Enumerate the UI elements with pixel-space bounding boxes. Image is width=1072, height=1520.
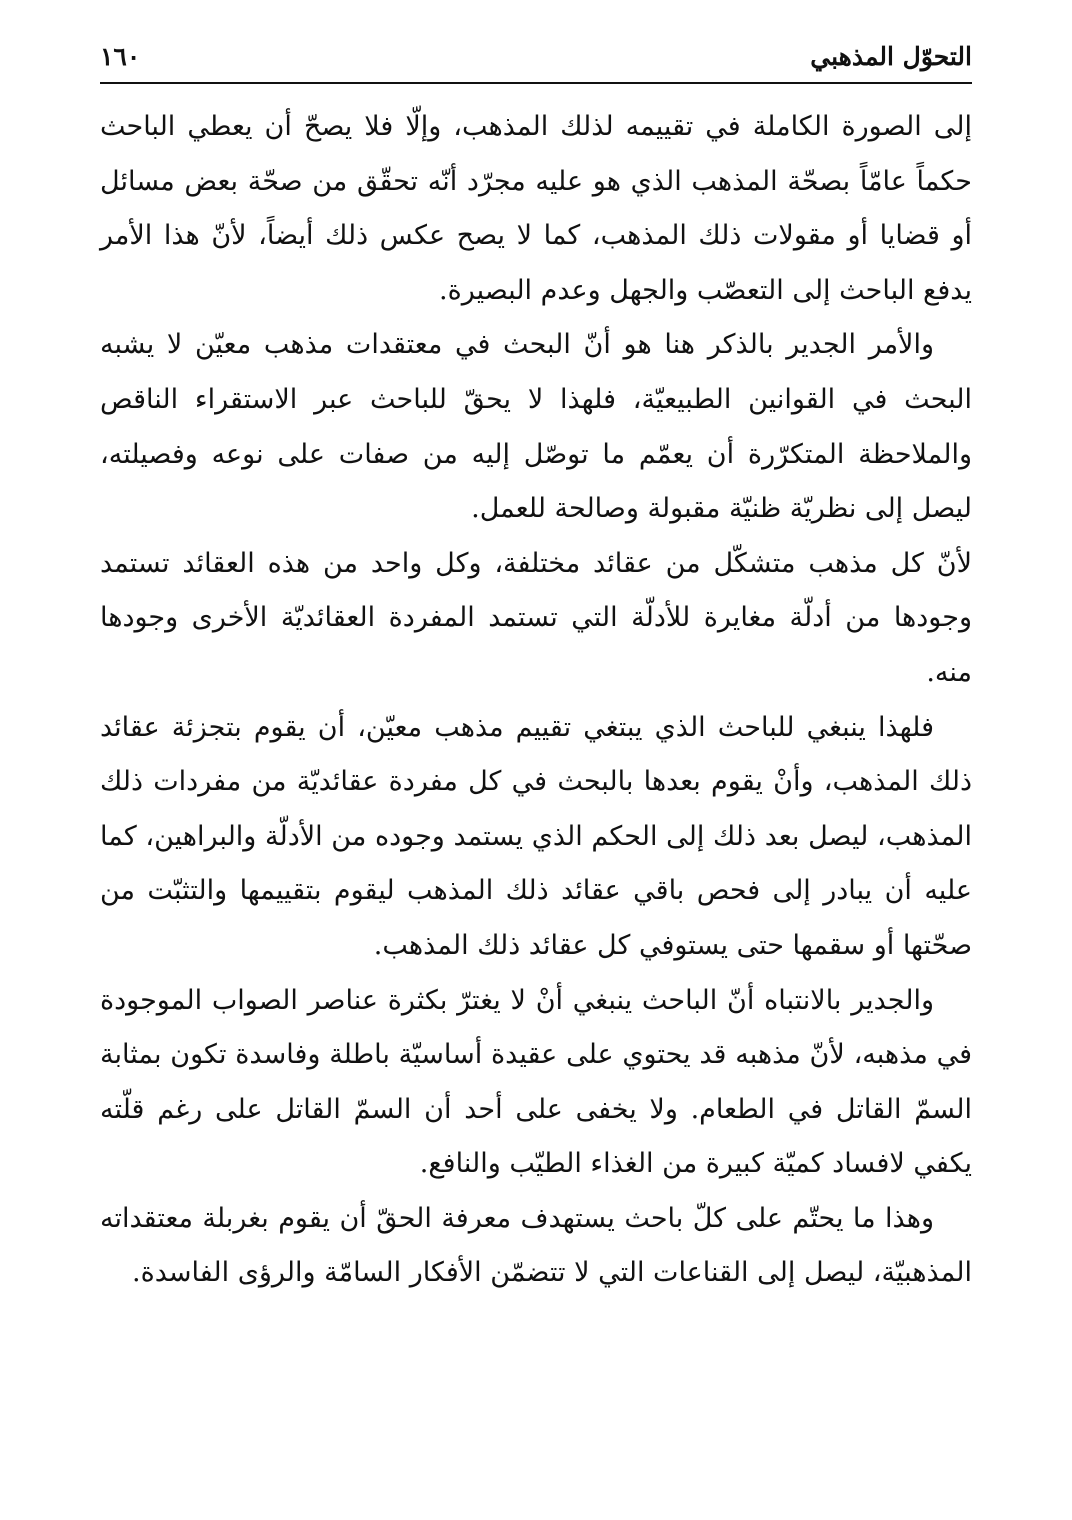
- page-header: [100, 36, 972, 84]
- paragraph: فلهذا ينبغي للباحث الذي يبتغي تقييم مذهب معيّن، أن يقوم بتجزئة عقائد ذلك المذهب، وأنْ يقوم بعدها بالبحث في كل مفردة عقائديّة من مفردات ذلك المذهب، ليصل بعد ذلك إلى الحكم الذي يستمد وجوده من الأدلّة والبراهين، كما عليه أن يبادر إلى فحص باقي عقائد ذلك المذهب ليقوم بتقييمها والتثبّت من صحّتها أو سقمها حتى يستوفي كل عقائد ذلك المذهب.: [100, 711, 972, 961]
- body-text: [100, 100, 972, 1301]
- paragraph: والأمر الجدير بالذكر هنا هو أنّ البحث في معتقدات مذهب معيّن لا يشبه البحث في القوانين الطبيعيّة، فلهذا لا يحقّ للباحث عبر الاستقراء الناقص والملاحظة المتكرّرة أن يعمّم ما توصّل إليه من صفات على نوعه وفصيلته، ليصل إلى نظريّة ظنيّة مقبولة وصالحة للعمل.: [100, 329, 972, 525]
- running-title: التحوّل المذهبي: [810, 42, 972, 71]
- paragraph: والجدير بالانتباه أنّ الباحث ينبغي أنْ لا يغترّ بكثرة عناصر الصواب الموجودة في مذهبه، لأنّ مذهبه قد يحتوي على عقيدة أساسيّة باطلة وفاسدة تكون بمثابة السمّ القاتل في الطعام. ولا يخفى على أحد أن السمّ القاتل على رغم قلّته يكفي لافساد كميّة كبيرة من الغذاء الطيّب والنافع.: [100, 984, 972, 1180]
- paragraph: وهذا ما يحتّم على كلّ باحث يستهدف معرفة الحقّ أن يقوم بغربلة معتقداته المذهبيّة، ليصل إلى القناعات التي لا تتضمّن الأفكار السامّة والرؤى الفاسدة.: [100, 1202, 972, 1289]
- page-number: ١٦٠: [100, 42, 141, 71]
- paragraph: لأنّ كل مذهب متشكّل من عقائد مختلفة، وكل واحد من هذه العقائد تستمد وجودها من أدلّة مغايرة للأدلّة التي تستمد المفردة العقائديّة الأخرى وجودها منه.: [100, 547, 972, 688]
- paragraph: إلى الصورة الكاملة في تقييمه لذلك المذهب، وإلّا فلا يصحّ أن يعطي الباحث حكماً عامّاً بصحّة المذهب الذي هو عليه مجرّد أنّه تحقّق من صحّة بعض مسائل أو قضايا أو مقولات ذلك المذهب، كما لا يصح عكس ذلك أيضاً، لأنّ هذا الأمر يدفع الباحث إلى التعصّب والجهل وعدم البصيرة.: [100, 111, 972, 306]
